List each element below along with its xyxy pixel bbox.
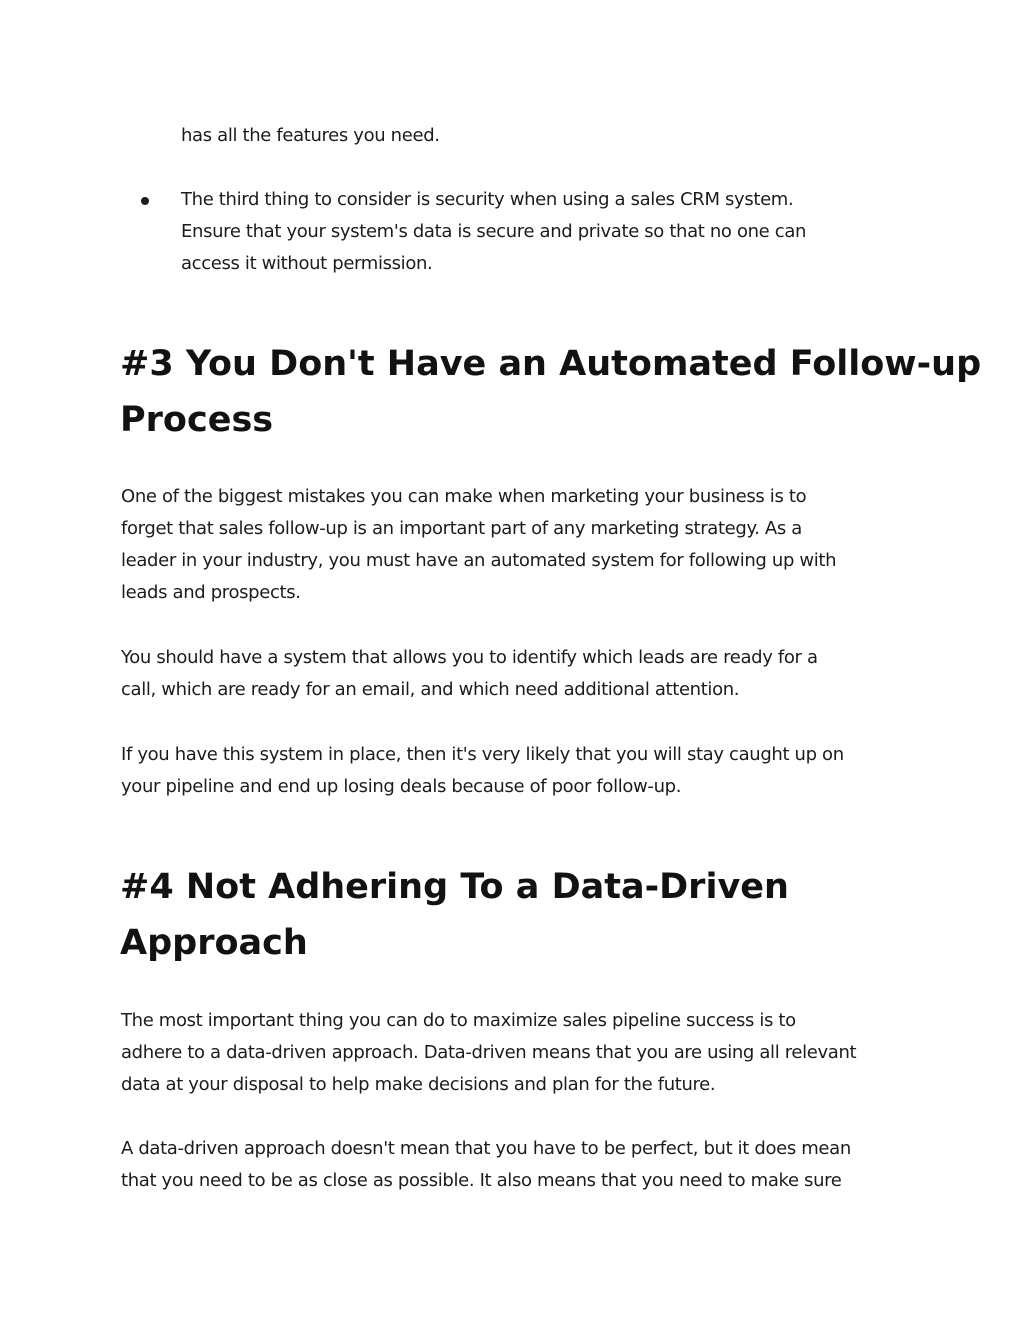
section3-p1-line-1: One of the biggest mistakes you can make when marketing your business is to — [121, 486, 807, 507]
bullet-security-line-1: The third thing to consider is security when using a sales CRM system. — [181, 189, 794, 210]
section3-p2-line-2: call, which are ready for an email, and which need additional attention. — [121, 679, 740, 700]
section4-heading-line-1: #4 Not Adhering To a Data-Driven — [120, 867, 789, 907]
section3-p2-line-1: You should have a system that allows you to identify which leads are ready for a — [121, 647, 818, 668]
bullet-security-line-3: access it without permission. — [181, 253, 433, 274]
section4-p1-line-3: data at your disposal to help make decisions and plan for the future. — [121, 1074, 716, 1095]
section3-p3-line-1: If you have this system in place, then it's very likely that you will stay caught up on — [121, 744, 844, 765]
section4-p1-line-2: adhere to a data-driven approach. Data-driven means that you are using all relevant — [121, 1042, 857, 1063]
section3-heading-line-2: Process — [120, 400, 274, 440]
section3-heading-line-1: #3 You Don't Have an Automated Follow-up — [120, 344, 982, 384]
bullet-marker — [141, 197, 149, 205]
section3-p1-line-2: forget that sales follow-up is an important part of any marketing strategy. As a — [121, 518, 802, 539]
section3-p1-line-4: leads and prospects. — [121, 582, 301, 603]
bullet-continuation-line: has all the features you need. — [181, 125, 440, 146]
bullet-security-line-2: Ensure that your system's data is secure and private so that no one can — [181, 221, 807, 242]
section4-p1-line-1: The most important thing you can do to maximize sales pipeline success is to — [121, 1010, 796, 1031]
section4-p2-line-1: A data-driven approach doesn't mean that you have to be perfect, but it does mean — [121, 1138, 851, 1159]
section3-p1-line-3: leader in your industry, you must have an automated system for following up with — [121, 550, 837, 571]
section4-p2-line-2: that you need to be as close as possible. It also means that you need to make sure — [121, 1170, 842, 1191]
section3-p3-line-2: your pipeline and end up losing deals because of poor follow-up. — [121, 776, 682, 797]
section4-heading-line-2: Approach — [120, 923, 308, 963]
